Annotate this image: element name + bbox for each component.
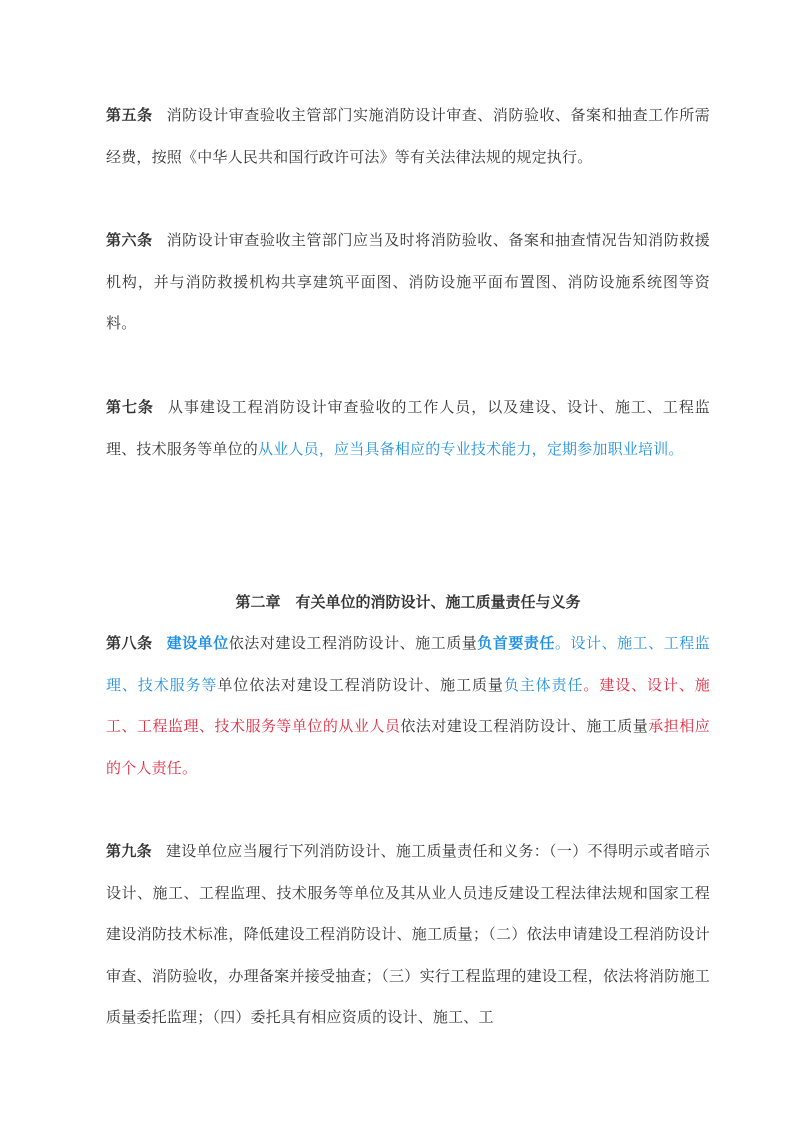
chapter-2-title: 第二章 有关单位的消防设计、施工质量责任与义务 [235,593,581,611]
article-8-primary-responsibility: 负首要责任 [477,634,555,652]
article-5-label: 第五条 [106,106,153,124]
article-9-text: 建设单位应当履行下列消防设计、施工质量责任和义务：（一）不得明示或者暗示设计、施工、工程监理、技术服务等单位及其从业人员违反建设工程法律法规和国家工程建设消防技术标准，降低建设工程消防设计、施工质量；（二）依法申请建设工程消防设计审查、消防验收，办理备案并接受抽查；（三）实行工程监理的建设工程，依法将消防施工质量委托监理；（四）委托具有相应资质的设计、施工、工 [106,842,710,1026]
article-8-text-3: 依法对建设工程消防设计、施工质量 [400,717,649,735]
article-5 [106,95,710,178]
article-8-text-2: 单位依法对建设工程消防设计、施工质量 [217,675,504,694]
article-7 [106,387,710,470]
article-8 [106,623,710,789]
article-9-label: 第九条 [106,842,152,860]
article-8-practitioners: 。建设、设计、施工、工程监理、技术服务等单位的从业人员 [106,675,710,735]
article-5-text: 消防设计审查验收主管部门实施消防设计审查、消防验收、备案和抽查工作所需经费，按照《中华人民共和国行政许可法》等有关法律法规的规定执行。 [106,106,710,166]
article-9 [106,831,710,1039]
article-6-text: 消防设计审查验收主管部门应当及时将消防验收、备案和抽查情况告知消防救援机构，并与消防救援机构共享建筑平面图、消防设施平面布置图、消防设施系统图等资料。 [106,231,710,332]
article-8-units: 。设计、施工、工程监理、技术服务等 [106,634,710,694]
article-8-main-responsibility: 负主体责任 [503,675,584,694]
article-7-text: 从事建设工程消防设计审查验收的工作人员，以及建设、设计、施工、工程监理、技术服务等单位的 [106,398,710,458]
article-8-text-1: 依法对建设工程消防设计、施工质量 [228,634,478,652]
article-8-personal-responsibility: 承担相应的个人责任。 [106,717,710,777]
article-8-label: 第八条 [106,634,153,652]
article-7-highlight: 从业人员，应当具备相应的专业技术能力，定期参加职业培训。 [258,439,684,458]
article-6-label: 第六条 [106,231,153,249]
article-8-construction-unit: 建设单位 [166,634,229,652]
article-7-label: 第七条 [106,398,154,416]
article-6 [106,220,710,345]
